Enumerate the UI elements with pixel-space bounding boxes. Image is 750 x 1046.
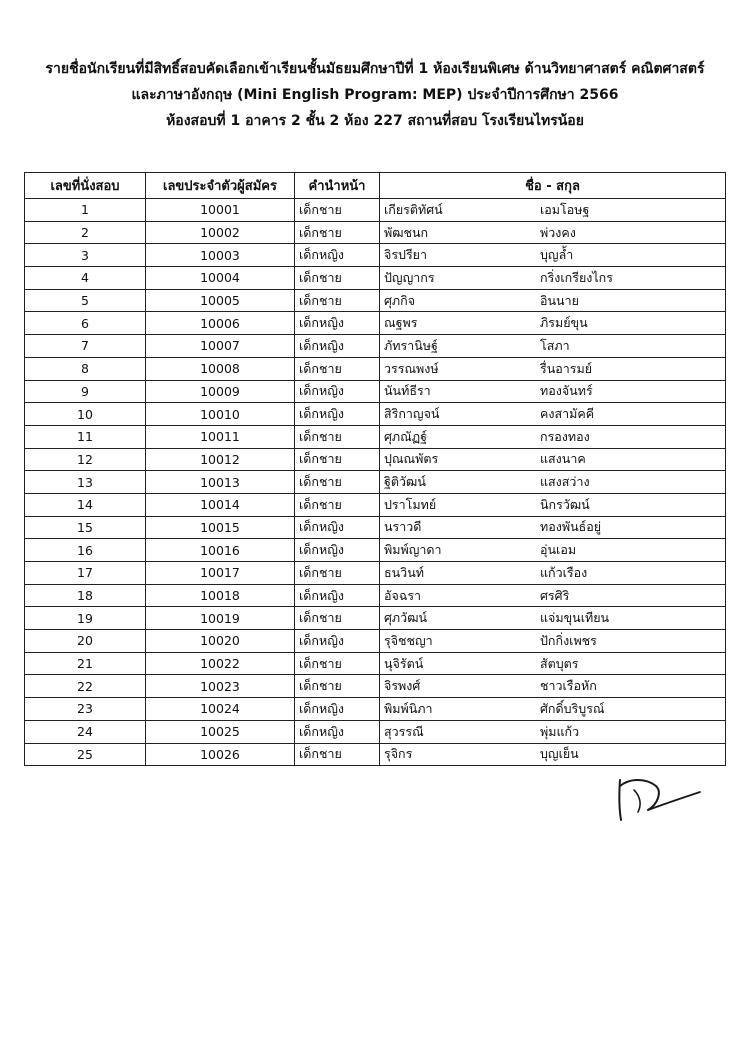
- seat-cell: 15: [25, 516, 146, 539]
- seat-cell: 17: [25, 562, 146, 585]
- name-cell: [380, 403, 726, 426]
- title-cell: เด็กหญิง: [295, 403, 380, 426]
- title-cell: เด็กชาย: [295, 562, 380, 585]
- last-name: อุ่นเอม: [540, 542, 577, 558]
- seat-cell: 22: [25, 675, 146, 698]
- table-row: [25, 199, 726, 222]
- seat-cell: 1: [25, 199, 146, 222]
- header-line-1: รายชื่อนักเรียนที่มีสิทธิ์สอบคัดเลือกเข้าเรียนชั้นมัธยมศึกษาปีที่ 1 ห้องเรียนพิเศษ ด้านวิทยาศาสตร์ คณิตศาสตร์: [45, 61, 705, 77]
- name-cell: [380, 335, 726, 358]
- applicant-id-cell: 10024: [146, 698, 295, 721]
- title-cell: เด็กชาย: [295, 471, 380, 494]
- first-name: เกียรติทัศน์: [384, 201, 443, 217]
- last-name: สัตบุตร: [540, 655, 579, 671]
- name-cell: [380, 607, 726, 630]
- title-cell: เด็กหญิง: [295, 335, 380, 358]
- first-name: ศุภกิจ: [384, 292, 416, 308]
- applicant-id-cell: 10008: [146, 357, 295, 380]
- table-row: [25, 607, 726, 630]
- seat-cell: 21: [25, 652, 146, 675]
- title-cell: เด็กหญิง: [295, 698, 380, 721]
- seat-cell: 19: [25, 607, 146, 630]
- name-cell: [380, 675, 726, 698]
- name-cell: [380, 425, 726, 448]
- last-name: คงสามัคคี: [540, 406, 595, 422]
- title-cell: เด็กหญิง: [295, 630, 380, 653]
- seat-cell: 24: [25, 720, 146, 743]
- seat-cell: 16: [25, 539, 146, 562]
- title-cell: เด็กชาย: [295, 448, 380, 471]
- last-name: ทองจันทร์: [540, 383, 593, 399]
- title-cell: เด็กชาย: [295, 493, 380, 516]
- document-header: [0, 56, 750, 134]
- name-cell: [380, 493, 726, 516]
- table-row: [25, 539, 726, 562]
- last-name: ศรศิริ: [540, 587, 570, 603]
- first-name: ภัทรานิษฐ์: [384, 337, 438, 353]
- title-cell: เด็กชาย: [295, 357, 380, 380]
- title-cell: เด็กชาย: [295, 267, 380, 290]
- last-name: พุ่มแก้ว: [540, 723, 580, 739]
- seat-cell: 7: [25, 335, 146, 358]
- table-body: [25, 199, 726, 766]
- applicant-id-cell: 10016: [146, 539, 295, 562]
- last-name: โสภา: [540, 337, 570, 353]
- seat-cell: 11: [25, 425, 146, 448]
- title-cell: เด็กหญิง: [295, 584, 380, 607]
- name-cell: [380, 380, 726, 403]
- applicant-id-cell: 10003: [146, 244, 295, 267]
- first-name: สิริกาญจน์: [384, 406, 440, 422]
- last-name: นิกรวัฒน์: [540, 496, 590, 512]
- last-name: กริ่งเกรียงไกร: [540, 269, 613, 285]
- first-name: รุจิชชญา: [384, 632, 433, 648]
- table-row: [25, 289, 726, 312]
- seat-cell: 23: [25, 698, 146, 721]
- applicant-id-cell: 10014: [146, 493, 295, 516]
- applicant-id-cell: 10023: [146, 675, 295, 698]
- title-cell: เด็กหญิง: [295, 380, 380, 403]
- table-row: [25, 675, 726, 698]
- first-name: ศุภณัฏฐ์: [384, 428, 428, 444]
- applicant-id-cell: 10007: [146, 335, 295, 358]
- seat-cell: 9: [25, 380, 146, 403]
- table-row: [25, 403, 726, 426]
- seat-cell: 10: [25, 403, 146, 426]
- name-cell: [380, 199, 726, 222]
- last-name: แก้วเรือง: [540, 564, 588, 580]
- applicant-id-cell: 10025: [146, 720, 295, 743]
- table-row: [25, 652, 726, 675]
- applicant-id-cell: 10006: [146, 312, 295, 335]
- first-name: จิรปรียา: [384, 247, 428, 263]
- name-cell: [380, 244, 726, 267]
- last-name: อินนาย: [540, 292, 579, 308]
- first-name: รุจิกร: [384, 746, 413, 762]
- first-name: นราวดี: [384, 519, 422, 535]
- seat-cell: 6: [25, 312, 146, 335]
- last-name: เอมโอษฐ: [540, 201, 590, 217]
- applicant-id-cell: 10020: [146, 630, 295, 653]
- name-cell: [380, 471, 726, 494]
- seat-cell: 20: [25, 630, 146, 653]
- table-row: [25, 244, 726, 267]
- applicant-id-cell: 10015: [146, 516, 295, 539]
- table-row: [25, 698, 726, 721]
- first-name: สุวรรณี: [384, 723, 424, 739]
- table-row: [25, 312, 726, 335]
- title-cell: เด็กชาย: [295, 743, 380, 766]
- header-line-2: [0, 82, 750, 108]
- title-cell: เด็กชาย: [295, 425, 380, 448]
- applicant-table: [24, 172, 726, 766]
- applicant-id-cell: 10019: [146, 607, 295, 630]
- title-cell: เด็กชาย: [295, 675, 380, 698]
- seat-cell: 14: [25, 493, 146, 516]
- table-row: [25, 221, 726, 244]
- seat-cell: 5: [25, 289, 146, 312]
- last-name: บุญล้ำ: [540, 247, 574, 263]
- table-row: [25, 471, 726, 494]
- name-cell: [380, 312, 726, 335]
- applicant-id-cell: 10009: [146, 380, 295, 403]
- last-name: แสงนาค: [540, 451, 586, 467]
- col-name-header: ชื่อ - สกุล: [380, 173, 726, 199]
- first-name: ฐิติวัฒน์: [384, 474, 426, 490]
- name-cell: [380, 652, 726, 675]
- applicant-id-cell: 10005: [146, 289, 295, 312]
- seat-cell: 12: [25, 448, 146, 471]
- table-row: [25, 380, 726, 403]
- first-name: พิมพ์ญาดา: [384, 542, 442, 558]
- applicant-id-cell: 10013: [146, 471, 295, 494]
- table-row: [25, 425, 726, 448]
- applicant-id-cell: 10026: [146, 743, 295, 766]
- title-cell: เด็กหญิง: [295, 539, 380, 562]
- name-cell: [380, 448, 726, 471]
- title-cell: เด็กชาย: [295, 289, 380, 312]
- name-cell: [380, 743, 726, 766]
- first-name: นุจิรัตน์: [384, 655, 424, 671]
- name-cell: [380, 698, 726, 721]
- name-cell: [380, 562, 726, 585]
- seat-cell: 3: [25, 244, 146, 267]
- seat-cell: 4: [25, 267, 146, 290]
- name-cell: [380, 516, 726, 539]
- title-cell: เด็กชาย: [295, 221, 380, 244]
- applicant-id-cell: 10011: [146, 425, 295, 448]
- col-seat-header: เลขที่นั่งสอบ: [25, 173, 146, 199]
- seat-cell: 13: [25, 471, 146, 494]
- title-cell: เด็กหญิง: [295, 312, 380, 335]
- first-name: ธนวินท์: [384, 564, 424, 580]
- applicant-id-cell: 10017: [146, 562, 295, 585]
- header-line-3: ห้องสอบที่ 1 อาคาร 2 ชั้น 2 ห้อง 227 สถานที่สอบ โรงเรียนไทรน้อย: [166, 113, 584, 129]
- last-name: พ่วงคง: [540, 224, 576, 240]
- last-name: ปักกิ่งเพชร: [540, 632, 597, 648]
- table-row: [25, 562, 726, 585]
- first-name: พัฒชนก: [384, 224, 429, 240]
- first-name: ปุณณพัตร: [384, 451, 439, 467]
- table-row: [25, 357, 726, 380]
- header-line-2-text: และภาษาอังกฤษ (Mini English Program: MEP) ประจำปีการศึกษา 2566: [131, 87, 619, 103]
- table-row: [25, 493, 726, 516]
- name-cell: [380, 357, 726, 380]
- table-row: [25, 584, 726, 607]
- last-name: ชาวเรือหัก: [540, 678, 597, 694]
- applicant-id-cell: 10012: [146, 448, 295, 471]
- title-cell: เด็กหญิง: [295, 720, 380, 743]
- title-cell: เด็กชาย: [295, 607, 380, 630]
- applicant-id-cell: 10004: [146, 267, 295, 290]
- last-name: ทองพันธ์อยู่: [540, 519, 602, 535]
- applicant-id-cell: 10001: [146, 199, 295, 222]
- first-name: ศุภวัฒน์: [384, 610, 428, 626]
- last-name: บุญเย็น: [540, 746, 579, 762]
- last-name: ภิรมย์ขุน: [540, 315, 588, 331]
- seat-cell: 2: [25, 221, 146, 244]
- seat-cell: 25: [25, 743, 146, 766]
- col-title-header: คำนำหน้า: [295, 173, 380, 199]
- name-cell: [380, 289, 726, 312]
- table-row: [25, 448, 726, 471]
- applicant-id-cell: 10018: [146, 584, 295, 607]
- name-cell: [380, 720, 726, 743]
- seat-cell: 18: [25, 584, 146, 607]
- first-name: ปัญญากร: [384, 269, 435, 285]
- seat-cell: 8: [25, 357, 146, 380]
- title-cell: เด็กชาย: [295, 652, 380, 675]
- first-name: อัจฉรา: [384, 587, 422, 603]
- table-row: [25, 516, 726, 539]
- last-name: แสงสว่าง: [540, 474, 590, 490]
- first-name: นันท์ธีรา: [384, 383, 431, 399]
- table-row: [25, 720, 726, 743]
- title-cell: เด็กหญิง: [295, 516, 380, 539]
- last-name: รื่นอารมย์: [540, 360, 593, 376]
- first-name: พิมพ์นิภา: [384, 700, 433, 716]
- name-cell: [380, 584, 726, 607]
- title-cell: เด็กชาย: [295, 199, 380, 222]
- signature-icon: [612, 772, 702, 824]
- applicant-id-cell: 10022: [146, 652, 295, 675]
- first-name: ณฐพร: [384, 315, 418, 331]
- name-cell: [380, 267, 726, 290]
- last-name: กรองทอง: [540, 428, 590, 444]
- name-cell: [380, 539, 726, 562]
- table-header-row: [25, 173, 726, 199]
- first-name: จิรพงศ์: [384, 678, 421, 694]
- table-row: [25, 335, 726, 358]
- last-name: แจ่มขุนเทียน: [540, 610, 610, 626]
- applicant-id-cell: 10002: [146, 221, 295, 244]
- first-name: ปราโมทย์: [384, 496, 437, 512]
- title-cell: เด็กหญิง: [295, 244, 380, 267]
- applicant-id-cell: 10010: [146, 403, 295, 426]
- table-row: [25, 743, 726, 766]
- first-name: วรรณพงษ์: [384, 360, 439, 376]
- col-applicant-id-header: เลขประจำตัวผู้สมัคร: [146, 173, 295, 199]
- name-cell: [380, 630, 726, 653]
- last-name: ศักดิ์บริบูรณ์: [540, 700, 605, 716]
- name-cell: [380, 221, 726, 244]
- table-row: [25, 630, 726, 653]
- table-row: [25, 267, 726, 290]
